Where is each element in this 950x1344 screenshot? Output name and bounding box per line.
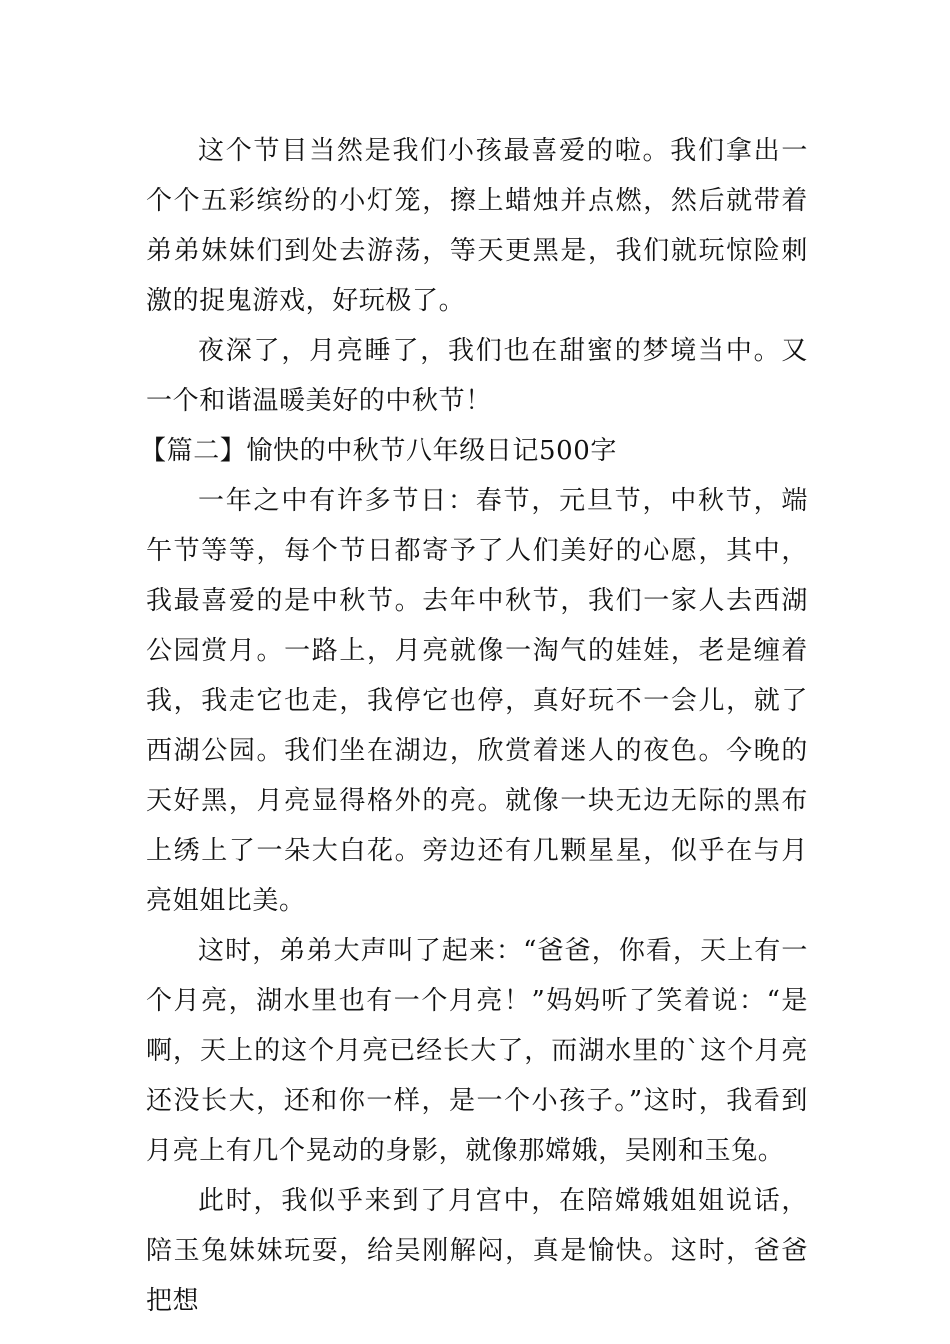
document-page	[140, 126, 808, 1326]
paragraph-brother: 这时，弟弟大声叫了起来：“爸爸，你看，天上有一个月亮，湖水里也有一个月亮！”妈妈听了笑着说：“是啊，天上的这个月亮已经长大了，而湖水里的`这个月亮还没长大，还和你一样，是一个小孩子。”这时，我看到月亮上有几个晃动的身影，就像那嫦娥，吴刚和玉兔。	[146, 936, 808, 1166]
paragraph-moon-palace: 此时，我似乎来到了月宫中，在陪嫦娥姐姐说话，陪玉兔妹妹玩耍，给吴刚解闷，真是愉快。这时，爸爸把想	[146, 1186, 808, 1316]
paragraph-night: 夜深了，月亮睡了，我们也在甜蜜的梦境当中。又一个和谐温暖美好的中秋节！	[146, 336, 808, 416]
paragraph-lanterns: 这个节目当然是我们小孩最喜爱的啦。我们拿出一个个五彩缤纷的小灯笼，擦上蜡烛并点燃，然后就带着弟弟妹妹们到处去游荡，等天更黑是，我们就玩惊险刺激的捉鬼游戏，好玩极了。	[146, 136, 808, 316]
section-heading: 【篇二】愉快的中秋节八年级日记500字	[140, 436, 618, 466]
paragraph-festivals: 一年之中有许多节日：春节，元旦节，中秋节，端午节等等，每个节日都寄予了人们美好的心愿，其中，我最喜爱的是中秋节。去年中秋节，我们一家人去西湖公园赏月。一路上，月亮就像一淘气的娃娃，老是缠着我，我走它也走，我停它也停，真好玩不一会儿，就了西湖公园。我们坐在湖边，欣赏着迷人的夜色。今晚的天好黑，月亮显得格外的亮。就像一块无边无际的黑布上绣上了一朵大白花。旁边还有几颗星星，似乎在与月亮姐姐比美。	[146, 486, 808, 916]
